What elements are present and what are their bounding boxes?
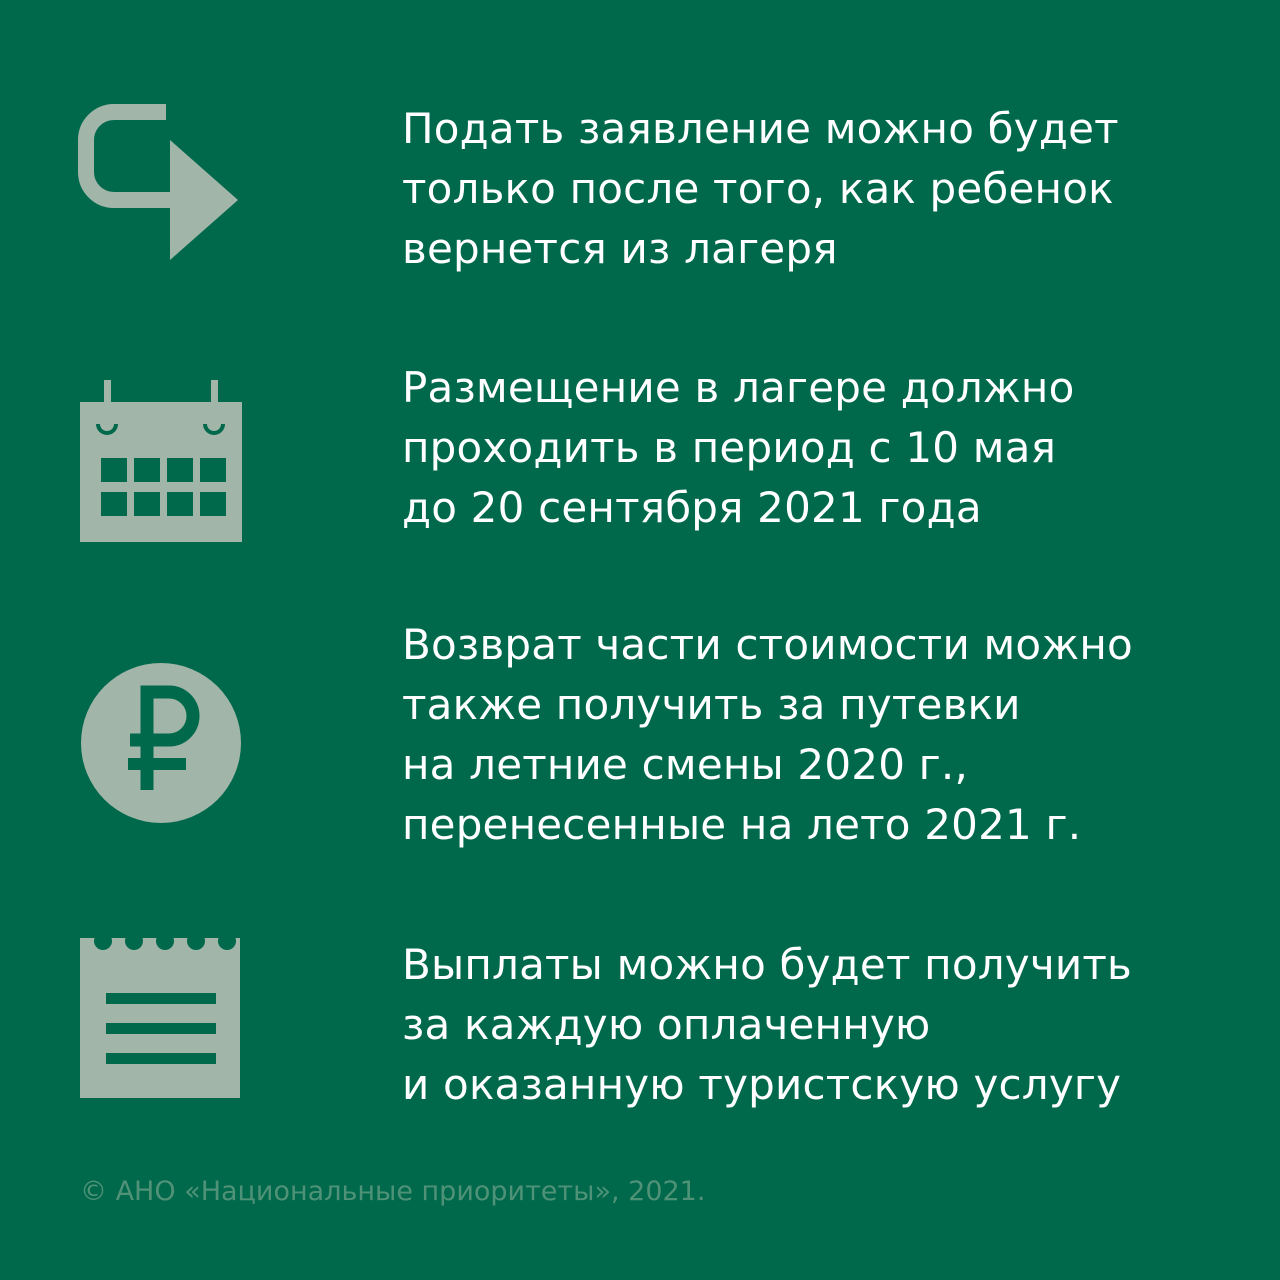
item-1-line-2: только после того, как ребенок	[402, 164, 1114, 213]
copyright-notice: © АНО «Национальные приоритеты», 2021.	[80, 1176, 706, 1207]
ruble-icon	[80, 662, 242, 824]
item-4-text	[402, 935, 1242, 1115]
item-2-line-3: до 20 сентября 2021 года	[402, 483, 982, 532]
item-3-line-3: на летние смены 2020 г.,	[402, 740, 969, 789]
item-4-line-1: Выплаты можно будет получить	[402, 940, 1132, 989]
item-2-text	[402, 358, 1242, 538]
item-4-line-3: и оказанную туристскую услугу	[402, 1060, 1122, 1109]
notepad-icon	[80, 938, 242, 1100]
calendar-icon	[80, 378, 242, 542]
item-3-line-1: Возврат части стоимости можно	[402, 620, 1133, 669]
item-3-text	[402, 615, 1242, 855]
item-1-line-1: Подать заявление можно будет	[402, 104, 1119, 153]
item-3-line-4: перенесенные на лето 2021 г.	[402, 800, 1082, 849]
item-1-line-3: вернется из лагеря	[402, 224, 838, 273]
item-2-line-1: Размещение в лагере должно	[402, 363, 1075, 412]
item-3-line-2: также получить за путевки	[402, 680, 1021, 729]
item-1-text	[402, 99, 1242, 279]
item-4-line-2: за каждую оплаченную	[402, 1000, 931, 1049]
item-2-line-2: проходить в период с 10 мая	[402, 423, 1057, 472]
return-arrow-icon	[78, 100, 240, 262]
